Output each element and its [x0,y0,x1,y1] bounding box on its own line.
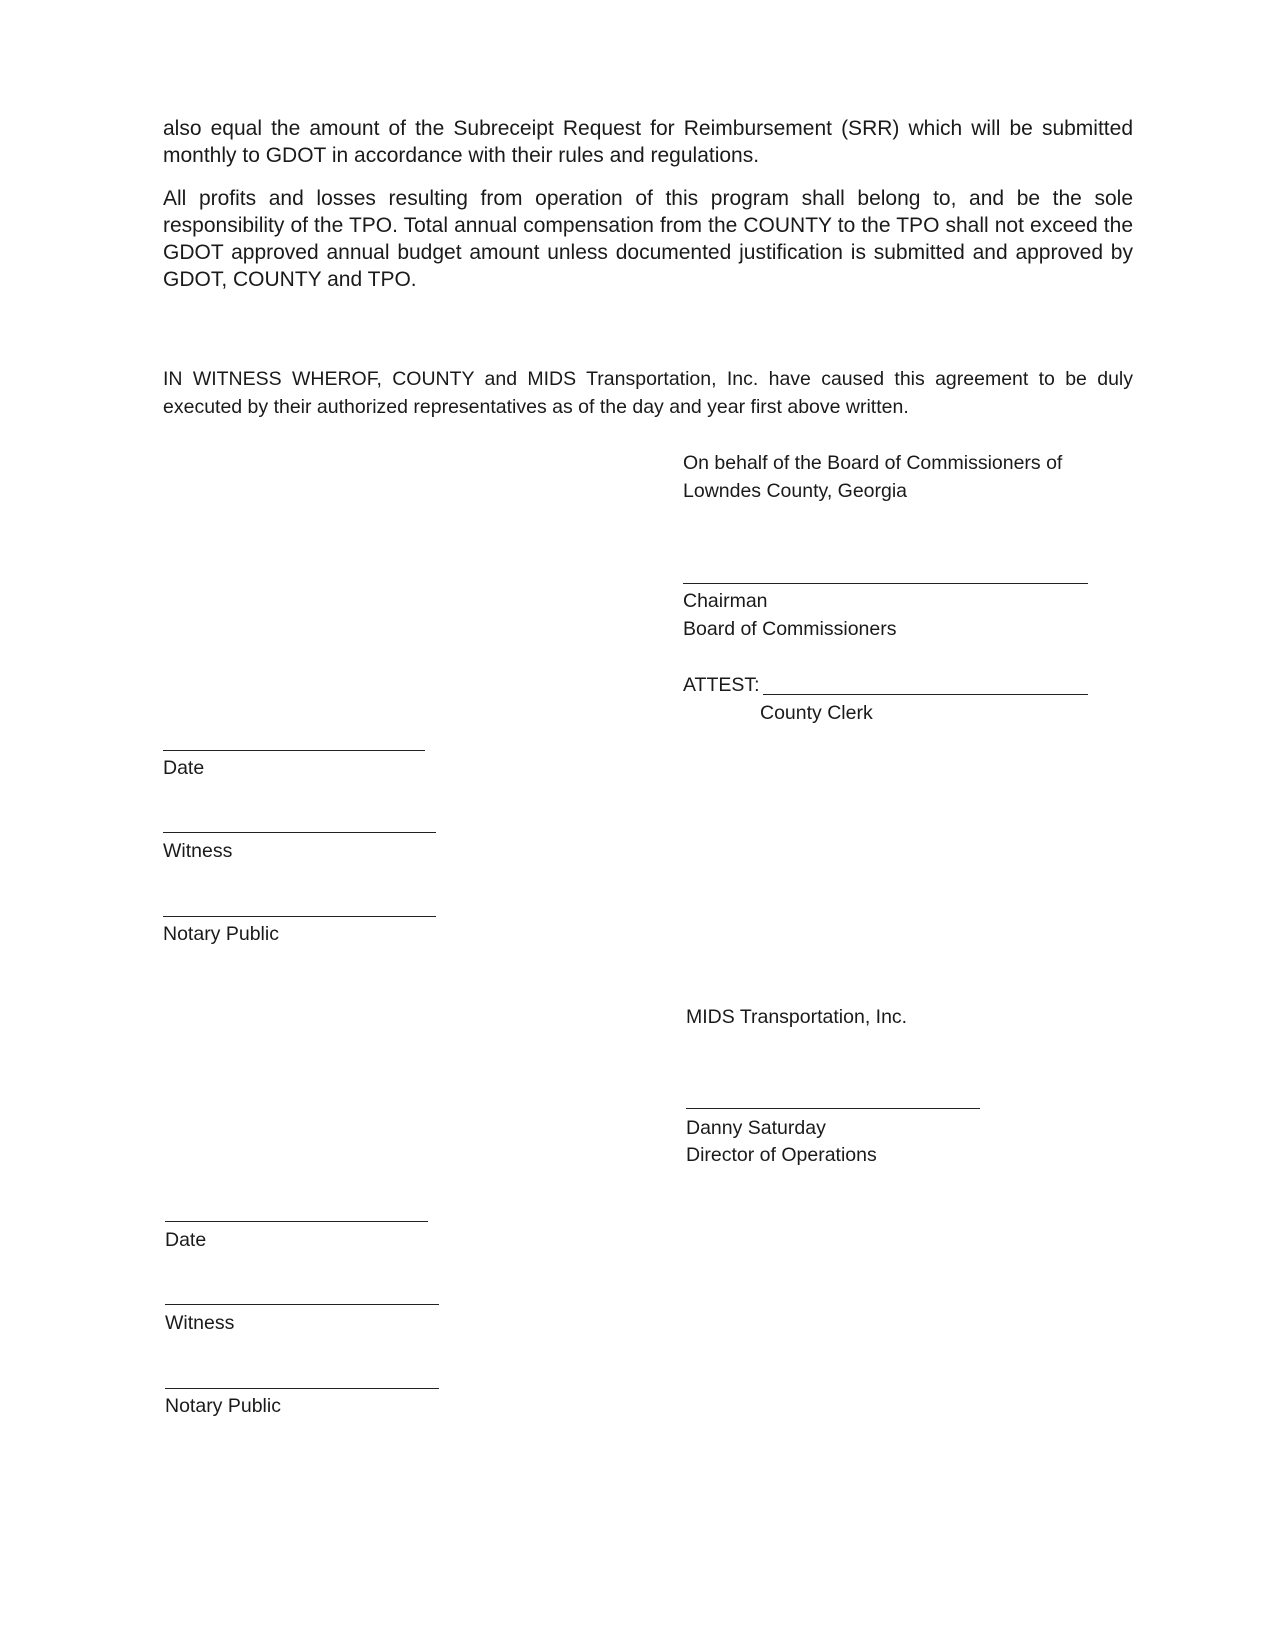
county-date-line[interactable] [163,750,425,751]
mids-notary-label: Notary Public [165,1395,281,1417]
behalf-line-1: On behalf of the Board of Commissioners of [683,452,1063,474]
mids-signer-title: Director of Operations [686,1144,877,1166]
county-witness-line[interactable] [163,832,436,833]
paragraph-profits-losses: All profits and losses resulting from operation of this program shall belong to, and be the sole responsibility of the TPO. Total annual compensation from the COUNTY to the TPO shall not exceed the GDOT approved annual budget amount unless documented justification is submitted and approved by GDOT, COUNTY and TPO. [163,187,1133,291]
mids-date-line[interactable] [165,1221,428,1222]
county-notary-label: Notary Public [163,923,279,945]
mids-signer-name: Danny Saturday [686,1117,826,1139]
chairman-org: Board of Commissioners [683,618,897,640]
attest-label: ATTEST: [683,674,760,696]
mids-witness-line[interactable] [165,1304,439,1305]
mids-date-label: Date [165,1229,207,1251]
chairman-signature-line[interactable] [683,583,1088,584]
attest-signature-line[interactable] [763,694,1088,695]
county-clerk-label: County Clerk [760,702,873,724]
chairman-title: Chairman [683,590,768,612]
mids-witness-label: Witness [165,1312,235,1334]
witness-clause: IN WITNESS WHEROF, COUNTY and MIDS Transportation, Inc. have caused this agreement to be duly executed by their authorized representatives as of the day and year first above written. [163,368,1133,418]
paragraph-srr: also equal the amount of the Subreceipt Request for Reimbursement (SRR) which will be submitted monthly to GDOT in accordance with their rules and regulations. [163,117,1133,167]
county-notary-line[interactable] [163,916,436,917]
mids-company-name: MIDS Transportation, Inc. [686,1006,908,1028]
county-date-label: Date [163,757,205,779]
county-witness-label: Witness [163,840,233,862]
mids-signature-line[interactable] [686,1108,980,1109]
mids-notary-line[interactable] [165,1388,439,1389]
behalf-line-2: Lowndes County, Georgia [683,480,908,502]
